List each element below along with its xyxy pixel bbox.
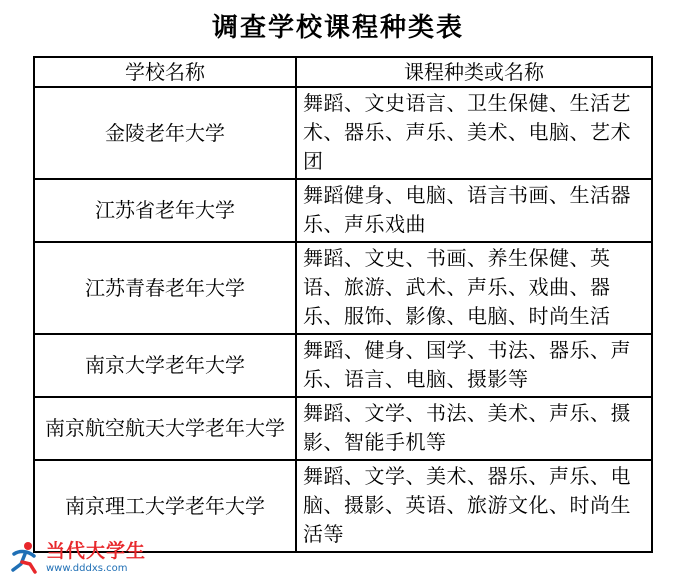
course-list-cell: 舞蹈、文史、书画、养生保健、英语、旅游、武术、声乐、戏曲、器乐、服饰、影像、电脑、时尚生活 bbox=[296, 242, 652, 334]
watermark-url: www.dddxs.com bbox=[46, 563, 128, 574]
school-name-cell: 江苏省老年大学 bbox=[34, 179, 296, 242]
table-row bbox=[34, 242, 652, 334]
school-name-cell: 南京大学老年大学 bbox=[34, 334, 296, 397]
table-header-row bbox=[34, 57, 652, 87]
course-list-cell: 舞蹈健身、电脑、语言书画、生活器乐、声乐戏曲 bbox=[296, 179, 652, 242]
table-row bbox=[34, 397, 652, 460]
table-row bbox=[34, 179, 652, 242]
table-row bbox=[34, 87, 652, 179]
watermark-name: 当代大学生 bbox=[46, 540, 147, 562]
school-name-cell: 南京航空航天大学老年大学 bbox=[34, 397, 296, 460]
course-list-cell: 舞蹈、文史语言、卫生保健、生活艺术、器乐、声乐、美术、电脑、艺术团 bbox=[296, 87, 652, 179]
header-course-types: 课程种类或名称 bbox=[296, 57, 652, 87]
runner-icon bbox=[8, 540, 42, 574]
school-name-cell: 江苏青春老年大学 bbox=[34, 242, 296, 334]
course-list-cell: 舞蹈、健身、国学、书法、器乐、声乐、语言、电脑、摄影等 bbox=[296, 334, 652, 397]
course-list-cell: 舞蹈、文学、美术、器乐、声乐、电脑、摄影、英语、旅游文化、时尚生活等 bbox=[296, 460, 652, 552]
course-table bbox=[33, 56, 653, 553]
header-school-name: 学校名称 bbox=[34, 57, 296, 87]
school-name-cell: 南京理工大学老年大学 bbox=[34, 460, 296, 552]
school-name-cell: 金陵老年大学 bbox=[34, 87, 296, 179]
document-title: 调查学校课程种类表 bbox=[211, 13, 464, 43]
table-row bbox=[34, 334, 652, 397]
course-list-cell: 舞蹈、文学、书法、美术、声乐、摄影、智能手机等 bbox=[296, 397, 652, 460]
site-watermark bbox=[8, 538, 148, 578]
